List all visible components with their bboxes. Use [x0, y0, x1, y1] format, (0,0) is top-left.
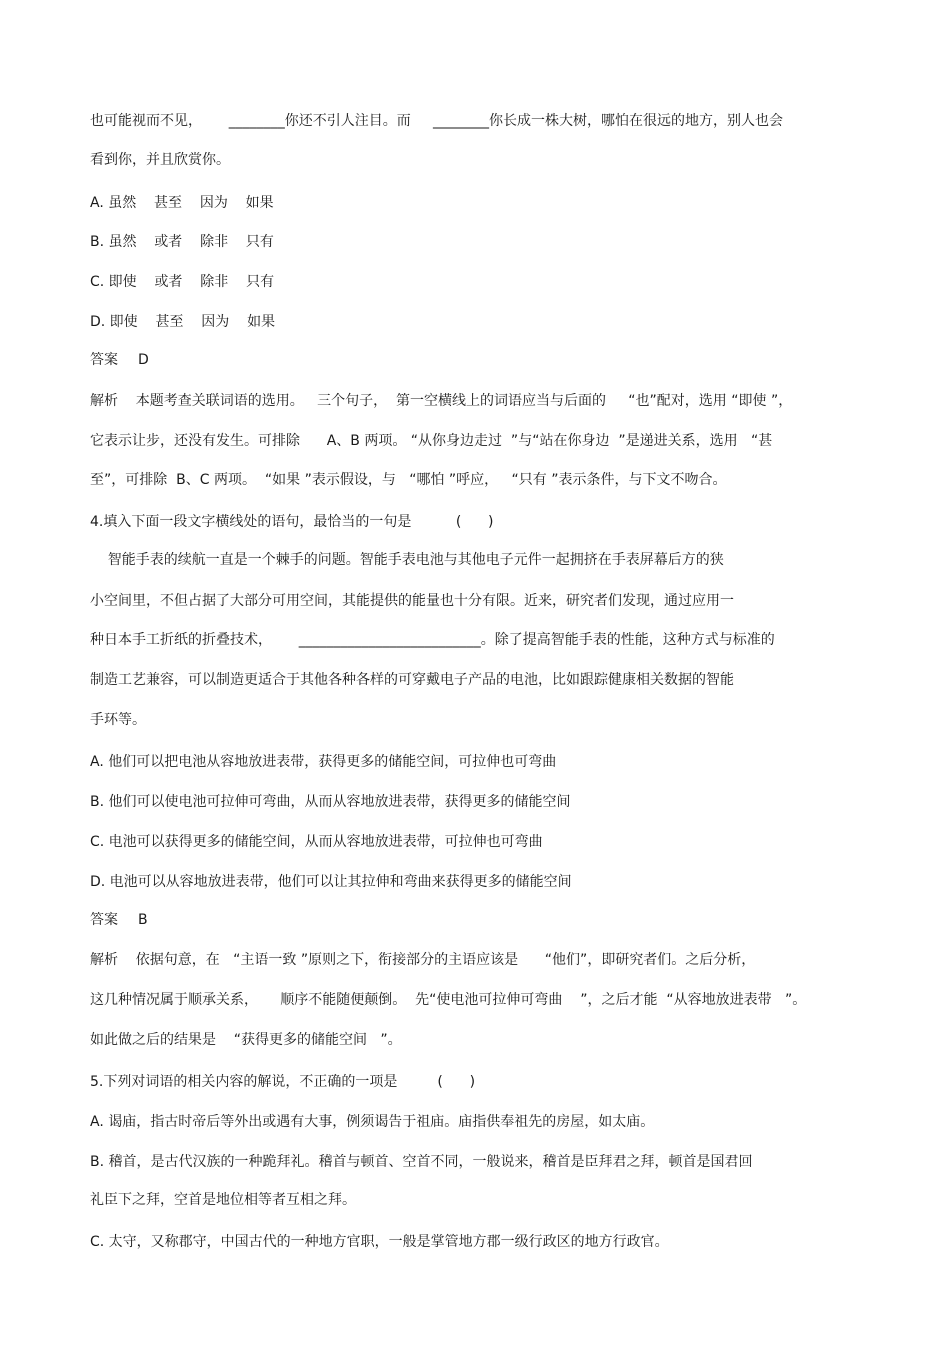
q3-stem-line-2: 看到你，并且欣赏你。 [90, 152, 230, 168]
q4-option-c: C. 电池可以获得更多的储能空间，从而从容地放进表带，可拉伸也可弯曲 [90, 834, 543, 850]
q3-option-c: C. 即使 或者 除非 只有 [90, 274, 275, 290]
q4-passage-line-5: 手环等。 [90, 712, 146, 728]
q4-option-a: A. 他们可以把电池从容地放进表带，获得更多的储能空间，可拉伸也可弯曲 [90, 754, 557, 770]
q5-question: 5.下列对词语的相关内容的解说，不正确的一项是 ( ) [90, 1074, 476, 1090]
q4-option-b: B. 他们可以使电池可拉伸可弯曲，从而从容地放进表带，获得更多的储能空间 [90, 794, 571, 810]
q4-passage-line-3: 种日本手工折纸的折叠技术， __________________________。除了提高智能手表的性能，这种方式与标准的 [90, 632, 775, 648]
answer-value: D [138, 352, 149, 368]
q3-option-d: D. 即使 甚至 因为 如果 [90, 314, 276, 330]
q4-answer [90, 910, 872, 930]
q5-option-c: C. 太守，又称郡守，中国古代的一种地方官职，一般是掌管地方郡一级行政区的地方行政官。 [90, 1234, 669, 1250]
q4-passage-line-2: 小空间里，不但占据了大部分可用空间，其能提供的能量也十分有限。近来，研究者们发现，通过应用一 [90, 593, 734, 609]
q3-explanation-line-3: 至”，可排除 B、C 两项。 “如果 ”表示假设，与 “哪怕 ”呼应， “只有 ”表示条件，与下文不吻合。 [90, 472, 727, 488]
q3-option-b: B. 虽然 或者 除非 只有 [90, 234, 274, 250]
answer-value: B [138, 912, 148, 928]
q3-stem-line-1: 也可能视而不见， ________你还不引人注目。而 ________你长成一株大树，哪怕在很远的地方，别人也会 [90, 113, 783, 129]
q3-option-a: A. 虽然 甚至 因为 如果 [90, 195, 274, 211]
answer-label: 答案 [90, 352, 118, 368]
q5-option-b-line-1: B. 稽首，是古代汉族的一种跪拜礼。稽首与顿首、空首不同，一般说来，稽首是臣拜君之拜，顿首是国君回 [90, 1154, 753, 1170]
q5-option-a: A. 谒庙，指古时帝后等外出或遇有大事，例须谒告于祖庙。庙指供奉祖先的房屋，如太庙。 [90, 1114, 655, 1130]
answer-label: 答案 [90, 912, 118, 928]
q3-explanation-line-1: 解析 本题考查关联词语的选用。 三个句子， 第一空横线上的词语应当与后面的 “也”配对，选用 “即使 ”， [90, 393, 793, 409]
q3-explanation-line-2: 它表示让步，还没有发生。可排除 A、B 两项。 “从你身边走过 ”与“站在你身边 ”是递进关系，选用 “甚 [90, 433, 773, 449]
q3-answer [90, 350, 872, 370]
q4-explanation-line-3: 如此做之后的结果是 “获得更多的储能空间 ”。 [90, 1032, 402, 1048]
q4-explanation-line-2: 这几种情况属于顺承关系， 顺序不能随便颠倒。 先“使电池可拉伸可弯曲 ”，之后才能 “从容地放进表带 ”。 [90, 992, 807, 1008]
q5-option-b-line-2: 礼臣下之拜，空首是地位相等者互相之拜。 [90, 1192, 356, 1208]
q4-passage-line-1: 智能手表的续航一直是一个棘手的问题。智能手表电池与其他电子元件一起拥挤在手表屏幕后方的狭 [90, 552, 724, 568]
q4-passage-line-4: 制造工艺兼容，可以制造更适合于其他各种各样的可穿戴电子产品的电池，比如跟踪健康相关数据的智能 [90, 672, 734, 688]
q4-explanation-line-1: 解析 依据句意，在 “主语一致 ”原则之下，衔接部分的主语应该是 “他们”，即研究者们。之后分析， [90, 952, 756, 968]
q4-option-d: D. 电池可以从容地放进表带，他们可以让其拉伸和弯曲来获得更多的储能空间 [90, 874, 572, 890]
q4-question: 4.填入下面一段文字横线处的语句，最恰当的一句是 ( ) [90, 514, 494, 530]
